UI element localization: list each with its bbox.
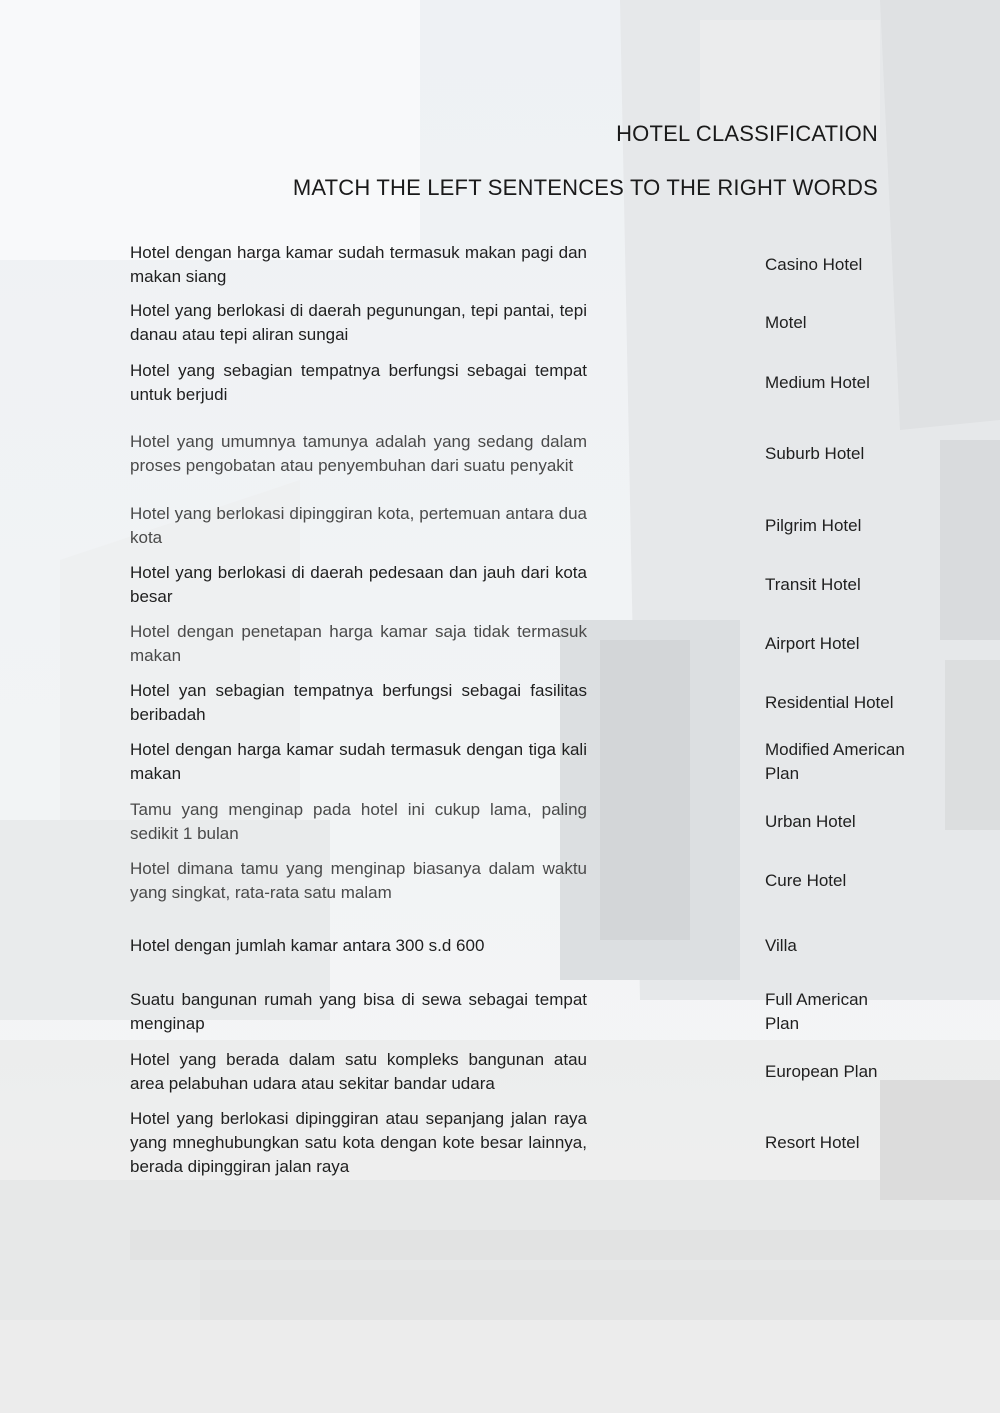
sentence-12[interactable]: Hotel dengan jumlah kamar antara 300 s.d 600 — [130, 936, 485, 955]
match-row-9 — [130, 738, 1000, 786]
match-row-13 — [130, 988, 1000, 1036]
match-row-8 — [130, 679, 1000, 727]
sentence-14[interactable]: Hotel yang berada dalam satu kompleks bangunan atau area pelabuhan udara atau sekitar bandar udara — [130, 1050, 587, 1093]
sentence-9[interactable]: Hotel dengan harga kamar sudah termasuk dengan tiga kali makan — [130, 740, 587, 783]
match-row-2 — [130, 299, 1000, 347]
word-7[interactable]: Airport Hotel — [765, 634, 860, 653]
sentence-1[interactable]: Hotel dengan harga kamar sudah termasuk makan pagi dan makan siang — [130, 243, 587, 286]
word-9[interactable]: Modified American Plan — [765, 740, 905, 783]
match-row-10 — [130, 798, 1000, 846]
sentence-5[interactable]: Hotel yang berlokasi dipinggiran kota, pertemuan antara dua kota — [130, 504, 587, 547]
page-title: HOTEL CLASSIFICATION — [616, 121, 878, 146]
sentence-6[interactable]: Hotel yang berlokasi di daerah pedesaan dan jauh dari kota besar — [130, 563, 587, 606]
sentence-4[interactable]: Hotel yang umumnya tamunya adalah yang sedang dalam proses pengobatan atau penyembuhan dari suatu penyakit — [130, 432, 587, 475]
sentence-7[interactable]: Hotel dengan penetapan harga kamar saja tidak termasuk makan — [130, 622, 587, 665]
word-14[interactable]: European Plan — [765, 1062, 878, 1081]
match-row-12 — [130, 934, 1000, 958]
word-11[interactable]: Cure Hotel — [765, 871, 847, 890]
word-8[interactable]: Residential Hotel — [765, 693, 894, 712]
match-row-5 — [130, 502, 1000, 550]
word-10[interactable]: Urban Hotel — [765, 812, 856, 831]
match-row-6 — [130, 561, 1000, 609]
word-3[interactable]: Medium Hotel — [765, 373, 870, 392]
match-row-7 — [130, 620, 1000, 668]
match-row-11 — [130, 857, 1000, 905]
sentence-10[interactable]: Tamu yang menginap pada hotel ini cukup lama, paling sedikit 1 bulan — [130, 800, 587, 843]
match-row-15 — [130, 1107, 1000, 1179]
word-6[interactable]: Transit Hotel — [765, 575, 861, 594]
instruction-heading: MATCH THE LEFT SENTENCES TO THE RIGHT WORDS — [292, 175, 878, 200]
sentence-3[interactable]: Hotel yang sebagian tempatnya berfungsi sebagai tempat untuk berjudi — [130, 361, 587, 404]
word-13[interactable]: Full American Plan — [765, 990, 868, 1033]
match-row-1 — [130, 241, 1000, 289]
word-2[interactable]: Motel — [765, 313, 807, 332]
word-1[interactable]: Casino Hotel — [765, 255, 863, 274]
sentence-15[interactable]: Hotel yang berlokasi dipinggiran atau sepanjang jalan raya yang mneghubungkan satu kota dengan kote besar lainnya, berada dipinggiran jalan raya — [130, 1109, 587, 1176]
sentence-13[interactable]: Suatu bangunan rumah yang bisa di sewa sebagai tempat menginap — [130, 990, 587, 1033]
word-5[interactable]: Pilgrim Hotel — [765, 516, 862, 535]
word-15[interactable]: Resort Hotel — [765, 1133, 860, 1152]
match-row-14 — [130, 1048, 1000, 1096]
word-12[interactable]: Villa — [765, 936, 797, 955]
sentence-8[interactable]: Hotel yan sebagian tempatnya berfungsi sebagai fasilitas beribadah — [130, 681, 587, 724]
word-4[interactable]: Suburb Hotel — [765, 444, 865, 463]
match-row-3 — [130, 359, 1000, 407]
sentence-11[interactable]: Hotel dimana tamu yang menginap biasanya dalam waktu yang singkat, rata-rata satu malam — [130, 859, 587, 902]
match-row-4 — [130, 418, 1000, 490]
sentence-2[interactable]: Hotel yang berlokasi di daerah pegunungan, tepi pantai, tepi danau atau tepi aliran sungai — [130, 301, 587, 344]
